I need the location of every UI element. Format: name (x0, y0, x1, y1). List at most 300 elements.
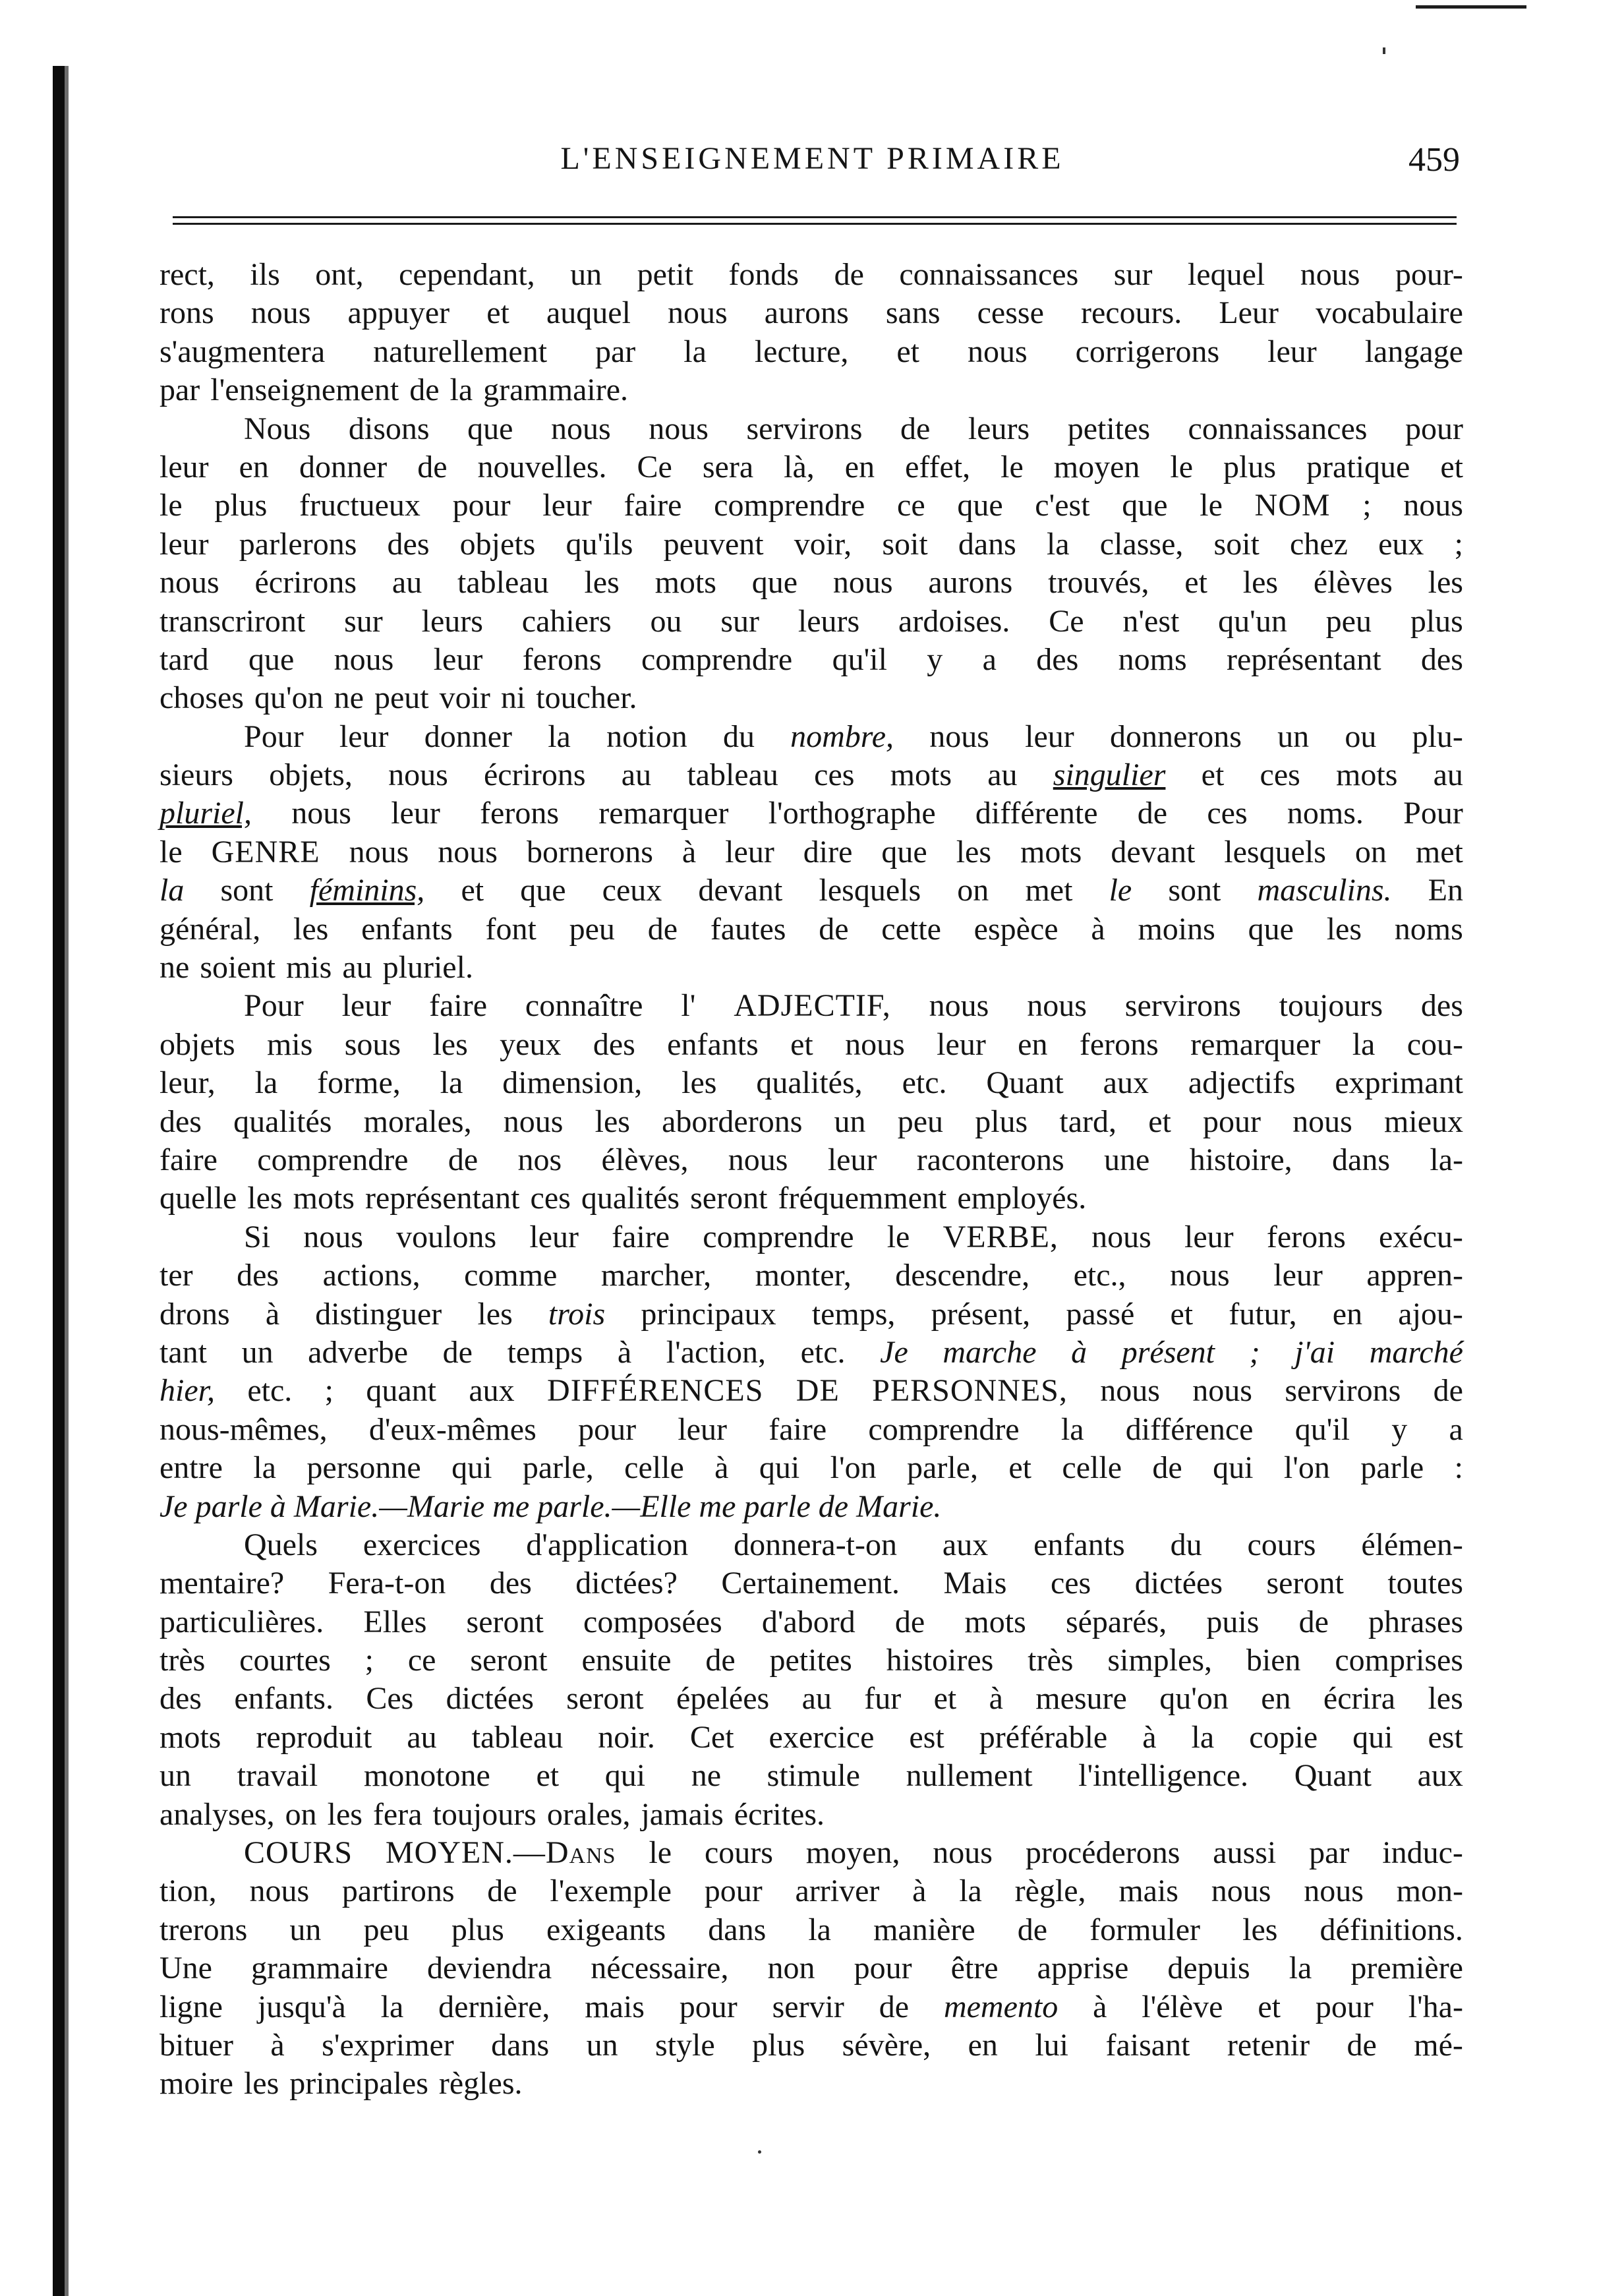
word: notion (606, 719, 687, 754)
word: est (909, 1719, 944, 1755)
word: la (380, 1989, 404, 2024)
word: DE (796, 1373, 840, 1409)
word: la (1046, 526, 1070, 562)
word: qu'on (254, 680, 324, 716)
word: marcher, (600, 1258, 712, 1293)
page-binding-edge (53, 66, 65, 2296)
word: que (467, 411, 513, 446)
word: écrirons (483, 757, 586, 793)
word: la (254, 1065, 278, 1101)
word: a (982, 641, 997, 677)
text-line (160, 256, 1463, 294)
word: ; (324, 1373, 334, 1409)
word: la- (1430, 1142, 1463, 1177)
word: la (160, 873, 185, 908)
word: tant (160, 1334, 207, 1370)
word: nous (845, 1026, 905, 1062)
word: Pour (1403, 796, 1463, 831)
word: parle, (907, 1450, 978, 1486)
text-line (160, 1372, 1463, 1410)
word: orales, (546, 1796, 631, 1832)
word: Quant (986, 1065, 1064, 1101)
word: ; (1362, 488, 1372, 523)
word: remarquer (1190, 1026, 1321, 1062)
word: les (477, 1296, 513, 1332)
word: MOYEN.—Dans (385, 1835, 616, 1871)
word: comprendre (641, 641, 793, 677)
word: élèves, (601, 1142, 689, 1177)
word: l'action, (666, 1334, 766, 1370)
word: dans (491, 2027, 550, 2063)
word: et (896, 334, 920, 369)
word: l'élève (1142, 1989, 1223, 2024)
word: l'intelligence. (1078, 1758, 1249, 1794)
word: faire (624, 488, 682, 523)
word: de (879, 1989, 910, 2024)
word: nous (551, 411, 611, 446)
word: les (293, 911, 329, 947)
word: comme (464, 1258, 558, 1293)
word: appuyer (347, 295, 450, 331)
word: des (387, 526, 430, 562)
word: ni (500, 680, 526, 716)
word: cependant, (399, 257, 535, 292)
word: en (239, 449, 269, 485)
word: parlerons (239, 526, 357, 562)
word: que (1248, 911, 1294, 947)
word: la (450, 372, 473, 408)
word: nous (1091, 1219, 1151, 1254)
word: sur (720, 603, 760, 639)
word: lui (1035, 2027, 1069, 2063)
word: que (751, 565, 798, 601)
word: sera (702, 449, 754, 485)
word: etc. (902, 1065, 947, 1101)
word: leur (1267, 334, 1317, 369)
word: s'augmentera (160, 334, 326, 369)
word: y (1391, 1411, 1408, 1447)
word: font (485, 911, 536, 947)
word: comprendre (703, 1219, 854, 1254)
word: écrira (1323, 1681, 1396, 1717)
word: différence (1125, 1411, 1254, 1447)
word: Quels (244, 1527, 318, 1562)
word: de (647, 911, 678, 947)
word: de (834, 257, 864, 292)
word: ; (364, 1643, 374, 1678)
word: de (487, 1873, 517, 1909)
word: cours (704, 1835, 773, 1871)
word: passé (1066, 1296, 1135, 1332)
word: rect, (160, 257, 215, 292)
word: à (1142, 1719, 1157, 1755)
word: nouvelles. (477, 449, 607, 485)
word: pour- (1395, 257, 1463, 292)
word: la (959, 1873, 982, 1909)
word: servirons (1124, 988, 1241, 1024)
word: et (1258, 1989, 1281, 2024)
word: fructueux (299, 488, 420, 523)
word: quelle (160, 1181, 237, 1216)
word: on (957, 873, 989, 908)
word: à (989, 1681, 1003, 1717)
word: retenir (1227, 2027, 1310, 2063)
word: met (1415, 834, 1463, 869)
word: formuler (1089, 1912, 1201, 1947)
word: préférable (979, 1719, 1108, 1755)
word: les (1428, 1681, 1463, 1717)
word: leur, (160, 1065, 216, 1101)
word: langage (1364, 334, 1463, 369)
word: mots (293, 1181, 355, 1216)
word: leur (725, 834, 774, 869)
word: de (448, 1142, 478, 1177)
word: grammaire. (483, 372, 629, 408)
word: pour (578, 1411, 637, 1447)
word: est (1428, 1719, 1463, 1755)
word: le (886, 1219, 910, 1254)
word: pour (854, 1951, 912, 1986)
word: a (1449, 1411, 1463, 1447)
word: noir. (598, 1719, 655, 1755)
word: petites (769, 1643, 852, 1678)
top-edge-rule (1416, 5, 1526, 9)
word: nous (1304, 1873, 1364, 1909)
word: enfants (1033, 1527, 1125, 1562)
word: nous (929, 719, 989, 754)
word: la (683, 334, 707, 369)
word: du (1170, 1527, 1202, 1562)
word: composées (583, 1604, 722, 1639)
word: tableau (687, 757, 778, 793)
word: l'on (830, 1450, 877, 1486)
word: noms. (1287, 796, 1364, 831)
word: fréquemment (778, 1181, 947, 1216)
text-line (160, 1103, 1463, 1141)
word: objets (459, 526, 536, 562)
word: de (442, 1334, 473, 1370)
word: moyen, (805, 1835, 900, 1871)
body-text (160, 256, 1463, 2104)
word: de (705, 1643, 736, 1678)
word: appren- (1366, 1258, 1463, 1293)
word: que (957, 488, 1003, 523)
word: actions, (322, 1258, 420, 1293)
word: mots (160, 1719, 221, 1755)
header-rule (173, 216, 1457, 218)
word: COURS (244, 1835, 353, 1871)
word: ajou- (1398, 1296, 1463, 1332)
word: mis (267, 1026, 313, 1062)
word: le (160, 488, 183, 523)
text-line (160, 1256, 1463, 1295)
word: à (1091, 911, 1105, 947)
word: comprises (1335, 1643, 1463, 1678)
word: pour (1203, 1104, 1261, 1139)
word: au (1433, 757, 1463, 793)
word: et (1440, 449, 1463, 485)
word: un (241, 1334, 274, 1370)
word: mais (585, 1989, 645, 2024)
word: nous (503, 1104, 564, 1139)
word: leur (160, 526, 209, 562)
word: copie (1249, 1719, 1318, 1755)
word: faisant (1105, 2027, 1190, 2063)
word: leur (529, 1219, 579, 1254)
word: Elles (363, 1604, 427, 1639)
running-title: L'ENSEIGNEMENT PRIMAIRE (560, 141, 1064, 176)
word: leurs (798, 603, 860, 639)
text-line (160, 679, 1463, 717)
word: bien (1246, 1643, 1301, 1678)
word: en (844, 449, 875, 485)
word: très (160, 1643, 206, 1678)
word: monter, (755, 1258, 852, 1293)
word: ferons (1079, 1026, 1159, 1062)
word: que (1122, 488, 1168, 523)
word: règles. (438, 2066, 523, 2102)
word: aux (1417, 1758, 1463, 1794)
word: les (1242, 1912, 1278, 1947)
word: dictées? (575, 1566, 678, 1601)
word: nous (668, 295, 728, 331)
word: du (722, 719, 755, 754)
word: exécu- (1378, 1219, 1463, 1254)
word: yeux (500, 1026, 562, 1062)
word: nous (388, 757, 448, 793)
text-line (160, 486, 1463, 525)
text-line (160, 794, 1463, 833)
word: Fera-t-on (328, 1566, 446, 1601)
word: mots (964, 1604, 1026, 1639)
word: peu (363, 1912, 409, 1947)
text-line (160, 448, 1463, 486)
word: ter (160, 1258, 193, 1293)
word: de (1137, 796, 1168, 831)
word: au (801, 1681, 832, 1717)
word: nous (1100, 1373, 1160, 1409)
word: qualités (581, 1181, 680, 1216)
word: NOM (1254, 488, 1331, 523)
text-line (160, 1911, 1463, 1949)
word: descendre, (895, 1258, 1030, 1293)
word: singulier (1053, 757, 1166, 793)
text-line (160, 718, 1463, 756)
word: remarquer (598, 796, 729, 831)
word: Certainement. (721, 1566, 900, 1601)
word: etc. (800, 1334, 846, 1370)
text-line (160, 1488, 1463, 1526)
word: écrirons (254, 565, 357, 601)
word: sévère, (842, 2027, 931, 2063)
text-line (160, 294, 1463, 332)
word: au (392, 565, 422, 601)
text-line (160, 1026, 1463, 1064)
word: nombre, (790, 719, 894, 754)
word: recours. (1081, 295, 1182, 331)
word: Mais (943, 1566, 1007, 1601)
text-line (160, 1295, 1463, 1334)
word: tion, (160, 1873, 217, 1909)
word: quant (366, 1373, 437, 1409)
word: à (617, 1334, 632, 1370)
word: la (440, 1065, 463, 1101)
word: séparés, (1065, 1604, 1167, 1639)
word: ces (1260, 757, 1300, 793)
word: analyses, (160, 1796, 275, 1832)
word: Ce (1049, 603, 1084, 639)
word: faire (612, 1219, 670, 1254)
word: les (682, 1065, 717, 1101)
word: adjectifs (1188, 1065, 1296, 1101)
word: un (160, 1758, 191, 1794)
word: peuvent (663, 526, 764, 562)
word: règle, (1014, 1873, 1086, 1909)
word: Si (244, 1219, 271, 1254)
word: mé- (1414, 2027, 1463, 2063)
text-line (160, 1834, 1463, 1872)
word: voir (439, 680, 490, 716)
word: etc. (247, 1373, 293, 1409)
word: ne (160, 950, 190, 986)
word: courtes (239, 1643, 331, 1678)
word: Pour (244, 988, 304, 1024)
word: qui (759, 1450, 800, 1486)
text-line (160, 1141, 1463, 1179)
word: servirons (1285, 1373, 1401, 1409)
word: nous (1292, 1104, 1352, 1139)
word: ce (407, 1643, 436, 1678)
word: qu'on (1159, 1681, 1229, 1717)
word: les (956, 834, 992, 869)
word: la (1191, 1719, 1215, 1755)
word: des (1420, 641, 1463, 677)
word: seront (1266, 1566, 1344, 1601)
word: parle, (522, 1450, 594, 1486)
word: présent, (931, 1296, 1031, 1332)
word: noms (1118, 641, 1187, 677)
word: un (586, 2027, 618, 2063)
word: deviendra (426, 1951, 552, 1986)
word: employés. (957, 1181, 1087, 1216)
word: Ces (366, 1681, 414, 1717)
word: pour (1315, 1989, 1374, 2024)
word: les (1242, 565, 1279, 601)
word: celle (1062, 1450, 1122, 1486)
word: principales (289, 2066, 428, 2102)
word: différente (975, 796, 1098, 831)
word: de (894, 1604, 925, 1639)
word: d'eux-mêmes (368, 1411, 536, 1447)
word: effet, (905, 449, 971, 485)
word: cou- (1406, 1026, 1463, 1062)
word: temps, (811, 1296, 896, 1332)
text-line (160, 1872, 1463, 1910)
word: enfants (667, 1026, 759, 1062)
word: mieux (1384, 1104, 1463, 1139)
word: Je parle à Marie.—Marie me parle.—Elle me parle de Marie. (160, 1488, 942, 1524)
word: met (1025, 873, 1073, 908)
word: ; (1454, 526, 1463, 562)
word: temps (507, 1334, 583, 1370)
word: ce (897, 488, 925, 523)
word: noms (1394, 911, 1463, 947)
word: représentant (1227, 641, 1381, 677)
text-line (160, 1949, 1463, 1987)
word: etc., (1073, 1258, 1126, 1293)
word: grammaire (251, 1951, 388, 1986)
word: les (594, 1104, 630, 1139)
word: donner (424, 719, 513, 754)
word: aux (942, 1527, 989, 1562)
text-line (160, 871, 1463, 910)
word: comprendre (714, 488, 865, 523)
word: qu'il (832, 641, 887, 677)
word: toutes (1387, 1566, 1463, 1601)
text-line (160, 756, 1463, 794)
word: j'ai (1294, 1334, 1335, 1370)
word: moire (160, 2066, 233, 2102)
text-line (160, 2026, 1463, 2065)
word: tableau (457, 565, 549, 601)
word: Leur (1219, 295, 1279, 331)
word: des (593, 1026, 635, 1062)
word: général, (160, 911, 261, 947)
word: exprimant (1335, 1065, 1463, 1101)
word: chez (1290, 526, 1348, 562)
word: sont (1168, 873, 1221, 908)
word: sieurs (160, 757, 233, 793)
word: forme, (317, 1065, 401, 1101)
word: et (1184, 565, 1207, 601)
word: sur (344, 603, 383, 639)
word: s'exprimer (322, 2027, 454, 2063)
word: un (570, 257, 602, 292)
word: objets, (269, 757, 353, 793)
word: élèves (1313, 565, 1393, 601)
word: sans (885, 295, 941, 331)
text-line (160, 1603, 1463, 1641)
word: mots (1336, 757, 1398, 793)
word: ensuite (581, 1643, 672, 1678)
word: depuis (1167, 1951, 1250, 1986)
word: adverbe (308, 1334, 409, 1370)
word: nos (517, 1142, 562, 1177)
word: mesure (1035, 1681, 1127, 1717)
word: histoire, (1189, 1142, 1292, 1177)
word: des (1420, 988, 1463, 1024)
word: plu- (1412, 719, 1463, 754)
text-line (160, 910, 1463, 949)
word: sont (220, 873, 274, 908)
word: première (1350, 1951, 1463, 1986)
word: ceux (602, 873, 662, 908)
word: Nous (244, 411, 311, 446)
word: des (489, 1566, 532, 1601)
word: leur (1184, 1219, 1234, 1254)
word: comprendre (868, 1411, 1020, 1447)
word: élémen- (1361, 1527, 1463, 1562)
word: jusqu'à (257, 1989, 346, 2024)
word: petites (1067, 411, 1150, 446)
word: jamais (641, 1796, 724, 1832)
text-line (160, 1988, 1463, 2026)
word: en (968, 2027, 998, 2063)
word: un (834, 1104, 866, 1139)
word: manière (873, 1912, 975, 1947)
word: de (1433, 1373, 1463, 1409)
word: que (248, 641, 295, 677)
